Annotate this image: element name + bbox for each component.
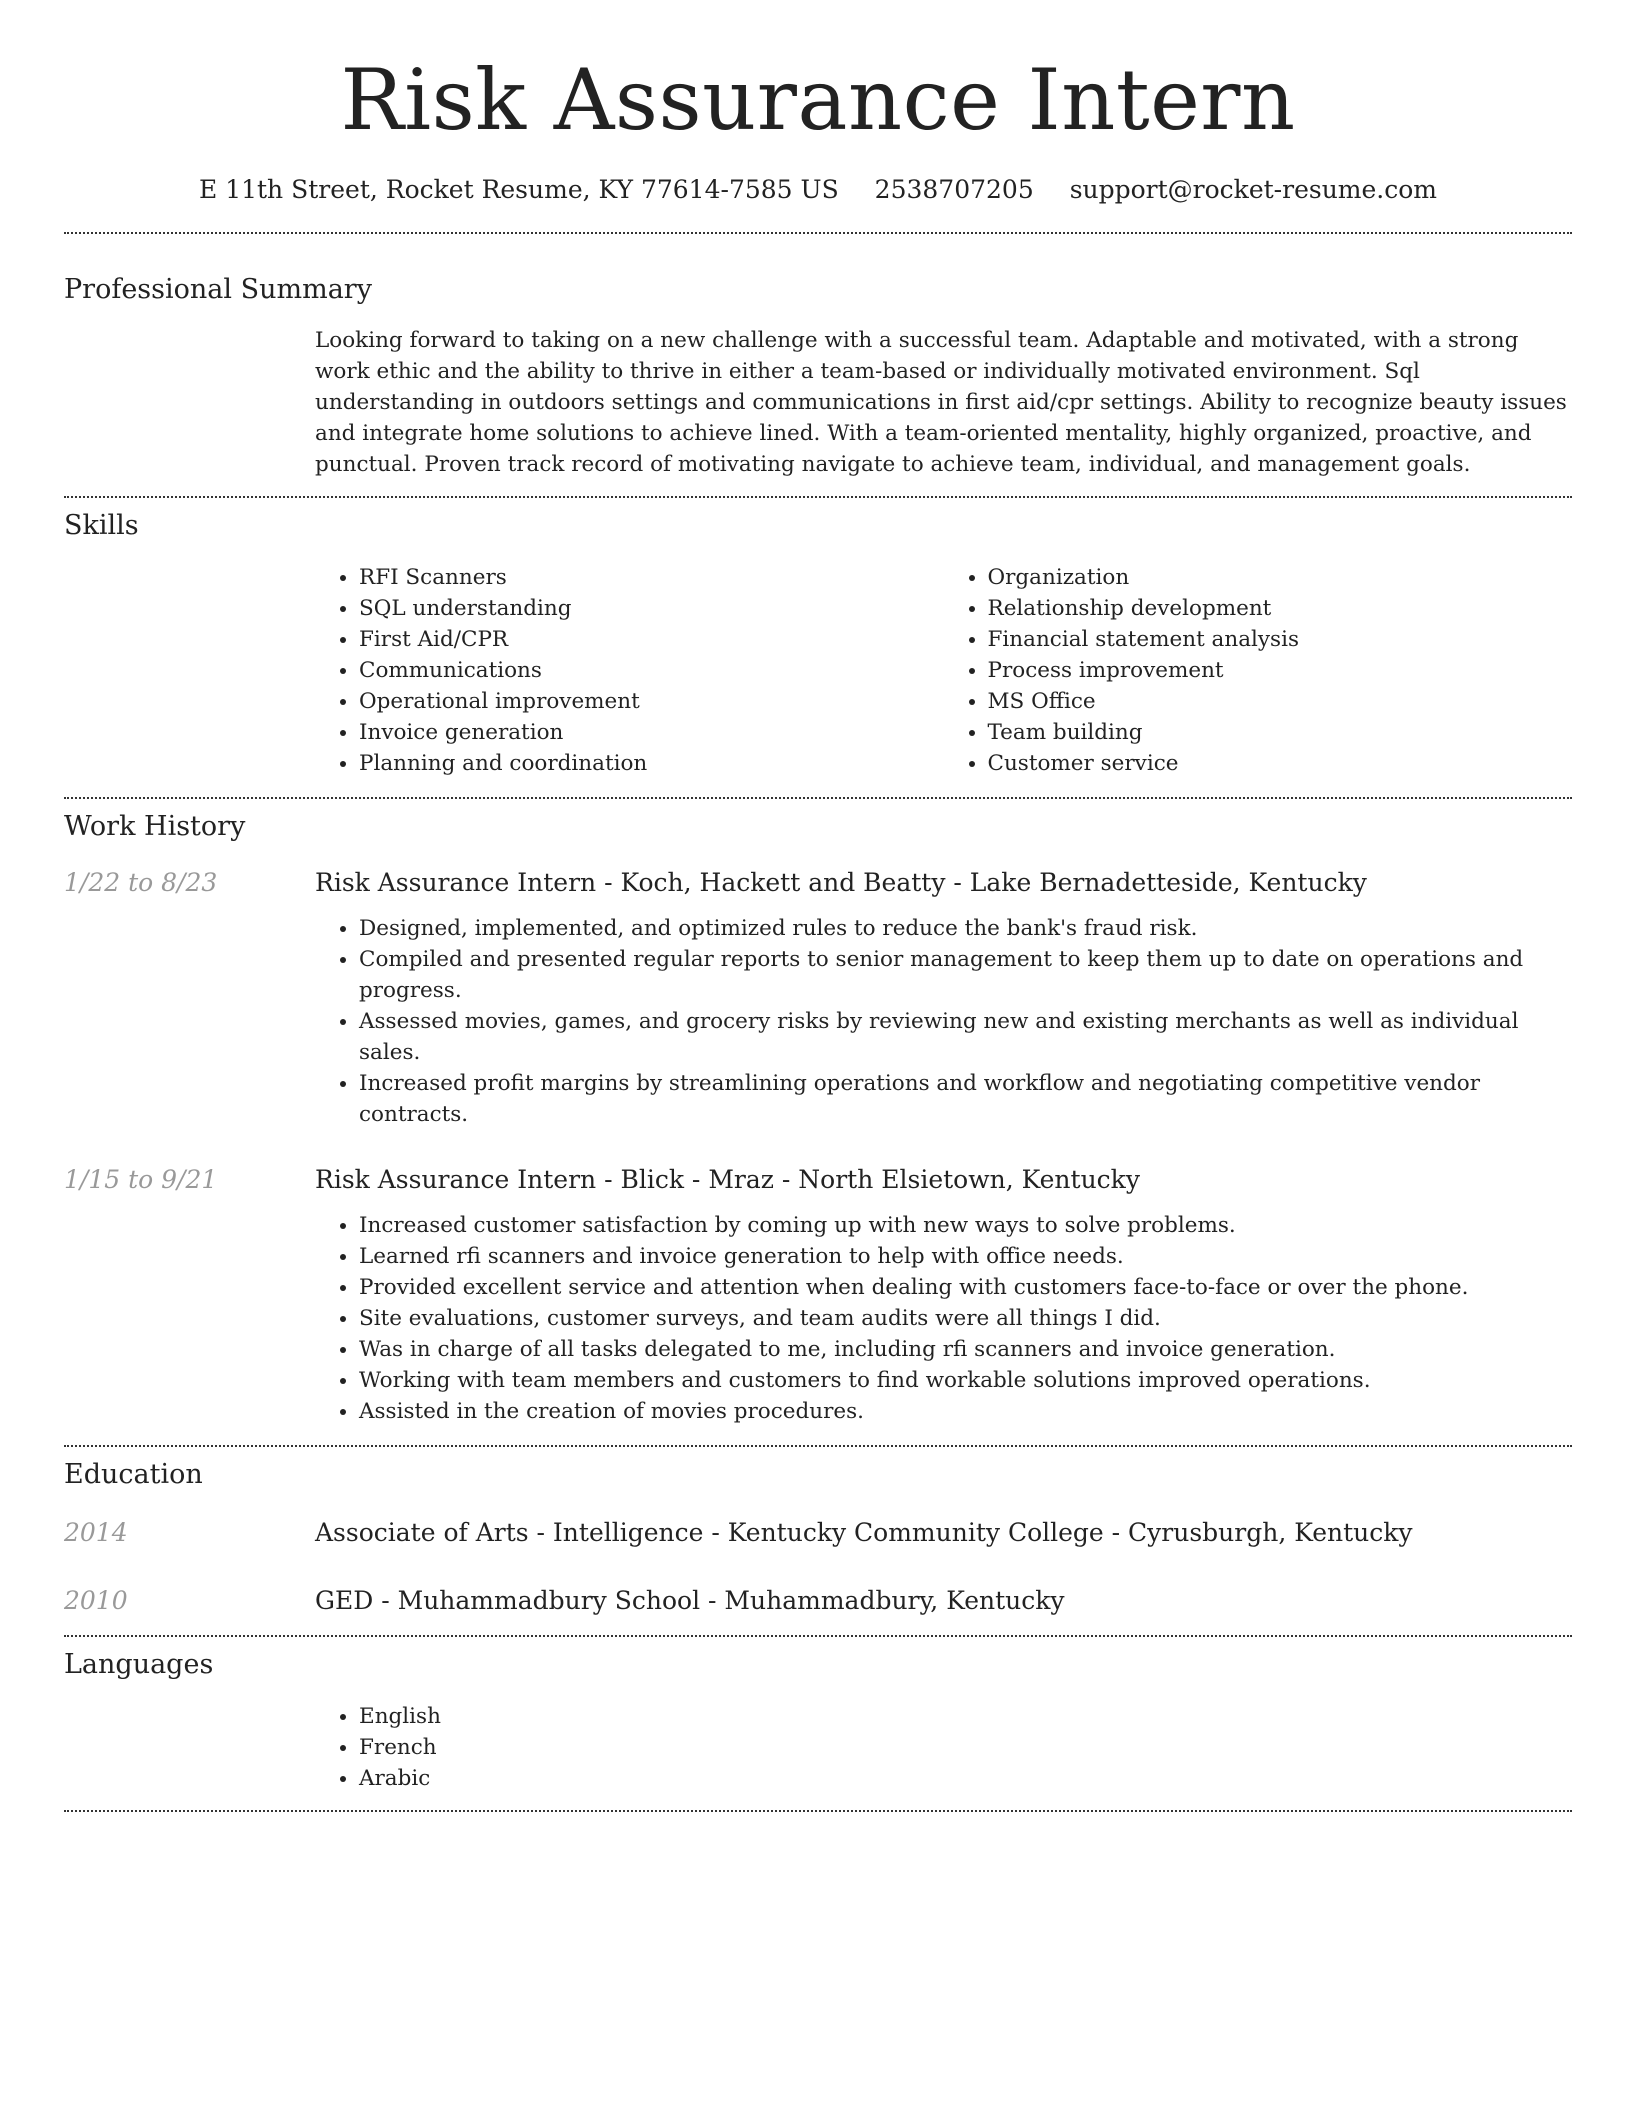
summary-section: [64, 234, 1572, 480]
education-entry: [64, 1583, 1572, 1619]
job-heading: Risk Assurance Intern - Koch, Hackett and Beatty - Lake Bernadetteside, Kentucky: [315, 868, 1367, 897]
resume-page: [64, 0, 1572, 1812]
skill-item: • Operational improvement: [359, 686, 944, 717]
job-bullet: • Increased customer satisfaction by coming up with new ways to solve problems.: [359, 1210, 1572, 1241]
languages-list: [315, 1701, 1572, 1794]
skill-item: • Customer service: [988, 748, 1573, 779]
skill-item: • Communications: [359, 655, 944, 686]
job-entry: [64, 865, 1572, 1130]
skill-item: • MS Office: [988, 686, 1573, 717]
language-item: • English: [359, 1701, 1572, 1732]
section-title-languages: Languages: [64, 1649, 214, 1680]
education-entry: [64, 1515, 1572, 1551]
job-bullet: • Assessed movies, games, and grocery risks by reviewing new and existing merchants as well as individual sales.: [359, 1006, 1572, 1068]
skill-item: • Planning and coordination: [359, 748, 944, 779]
skill-item: • Invoice generation: [359, 717, 944, 748]
job-bullet: • Designed, implemented, and optimized rules to reduce the bank's fraud risk.: [359, 913, 1572, 944]
education-text: Associate of Arts - Intelligence - Kentucky Community College - Cyrusburgh, Kentucky: [315, 1518, 1413, 1547]
skills-list-left: [315, 562, 944, 779]
job-bullet: • Compiled and presented regular reports to senior management to keep them up to date on operations and progress.: [359, 944, 1572, 1006]
job-bullets: [315, 913, 1572, 1130]
divider: [64, 1810, 1572, 1812]
section-title-skills: Skills: [64, 510, 139, 541]
skill-item: • First Aid/CPR: [359, 624, 944, 655]
section-title-education: Education: [64, 1459, 203, 1490]
education-year: 2010: [64, 1586, 128, 1615]
job-bullet: • Was in charge of all tasks delegated to me, including rfi scanners and invoice generation.: [359, 1334, 1572, 1365]
skills-section: [64, 498, 1572, 779]
contact-address: E 11th Street, Rocket Resume, KY 77614-7585 US: [199, 175, 839, 204]
job-bullet: • Provided excellent service and attention when dealing with customers face-to-face or over the phone.: [359, 1272, 1572, 1303]
section-title-work: Work History: [64, 811, 246, 842]
job-bullet: • Learned rfi scanners and invoice generation to help with office needs.: [359, 1241, 1572, 1272]
summary-text: Looking forward to taking on a new challenge with a successful team. Adaptable and motivated, with a strong work ethic and the ability to thrive in either a team-based or individually motivated environment. Sql understanding in outdoors settings and communications in first aid/cpr settings. Ability to recognize beauty issues and integrate home solutions to achieve lined. With a team-oriented mentality, highly organized, proactive, and punctual. Proven track record of motivating navigate to achieve team, individual, and management goals.: [315, 328, 1567, 477]
language-item: • French: [359, 1732, 1572, 1763]
skill-item: • Process improvement: [988, 655, 1573, 686]
skill-item: • Relationship development: [988, 593, 1573, 624]
job-entry: [64, 1162, 1572, 1427]
education-section: [64, 1447, 1572, 1619]
job-bullets: [315, 1210, 1572, 1427]
skill-item: • SQL understanding: [359, 593, 944, 624]
skills-list-right: [944, 562, 1573, 779]
education-year: 2014: [64, 1518, 128, 1547]
job-bullet: • Assisted in the creation of movies procedures.: [359, 1396, 1572, 1427]
languages-section: [64, 1637, 1572, 1794]
job-dates: 1/22 to 8/23: [64, 868, 218, 897]
education-text: GED - Muhammadbury School - Muhammadbury, Kentucky: [315, 1586, 1065, 1615]
language-item: • Arabic: [359, 1763, 1572, 1794]
skill-item: • Financial statement analysis: [988, 624, 1573, 655]
job-heading: Risk Assurance Intern - Blick - Mraz - North Elsietown, Kentucky: [315, 1165, 1140, 1194]
skill-item: • Team building: [988, 717, 1573, 748]
contact-phone: 2538707205: [874, 175, 1034, 204]
skill-item: • Organization: [988, 562, 1573, 593]
contact-line: [64, 172, 1572, 208]
section-title-summary: Professional Summary: [64, 274, 372, 305]
job-bullet: • Site evaluations, customer surveys, and team audits were all things I did.: [359, 1303, 1572, 1334]
skill-item: • RFI Scanners: [359, 562, 944, 593]
contact-email: support@rocket-resume.com: [1069, 175, 1437, 204]
work-section: [64, 799, 1572, 1427]
job-dates: 1/15 to 9/21: [64, 1165, 218, 1194]
resume-name: Risk Assurance Intern: [340, 51, 1296, 149]
job-bullet: • Working with team members and customers to find workable solutions improved operations.: [359, 1365, 1572, 1396]
job-bullet: • Increased profit margins by streamlining operations and workflow and negotiating competitive vendor contracts.: [359, 1068, 1572, 1130]
